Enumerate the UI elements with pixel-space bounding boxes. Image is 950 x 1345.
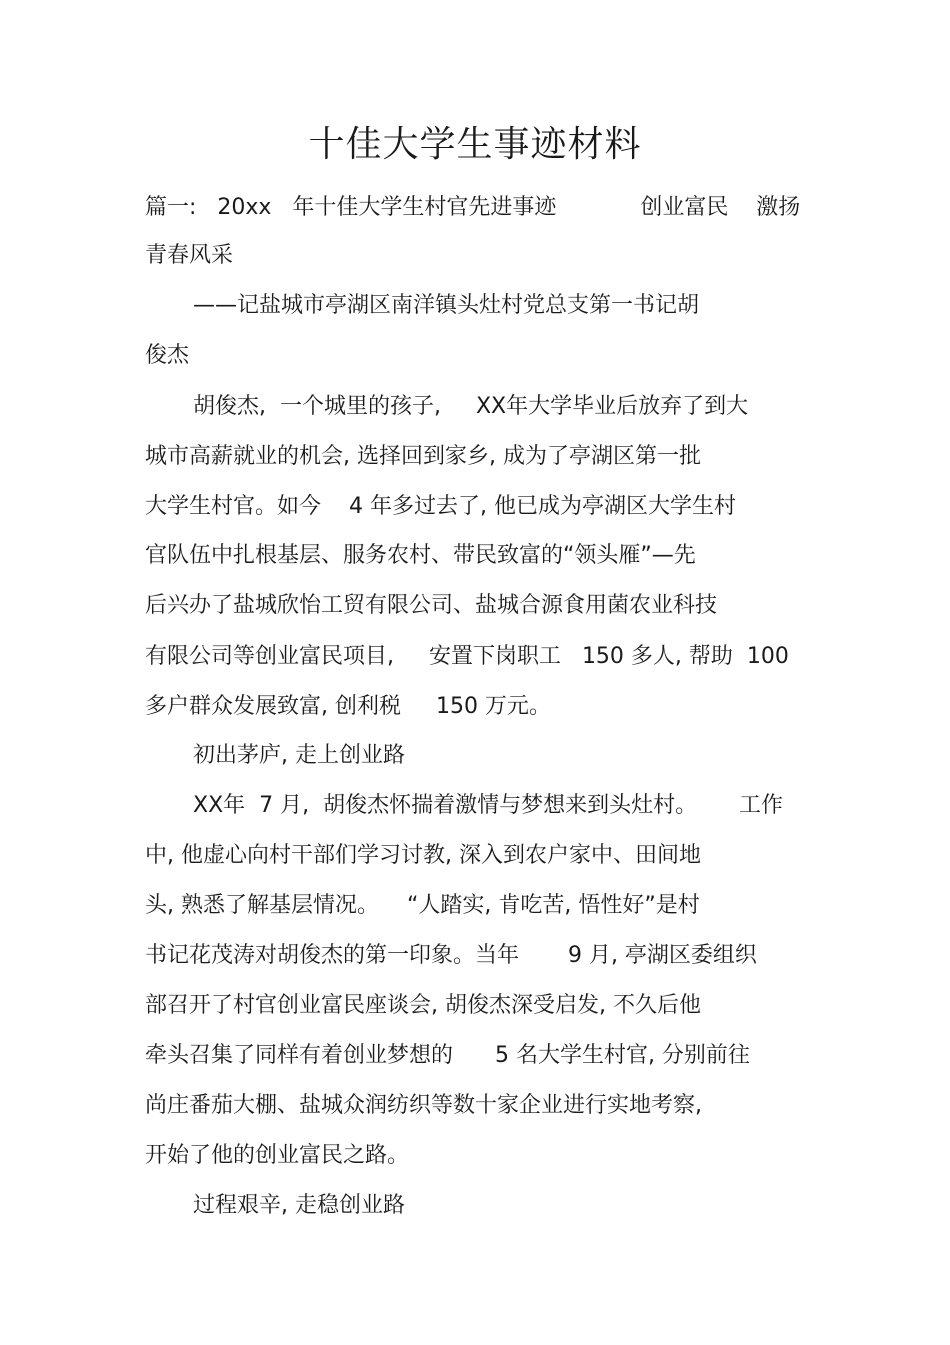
text-line: 部召开了村官创业富民座谈会, 胡俊杰深受启发, 不久后他	[145, 993, 701, 1018]
text-line: 后兴办了盐城欣怡工贸有限公司、盐城合源食用菌农业科技	[145, 593, 718, 618]
text-line: 俊杰	[145, 343, 190, 368]
text-line: 书记花茂涛对胡俊杰的第一印象。当年 9 月, 亭湖区委组织	[145, 943, 757, 968]
text-line: 城市高薪就业的机会, 选择回到家乡, 成为了亭湖区第一批	[145, 444, 701, 469]
text-line: ——记盐城市亭湖区南洋镇头灶村党总支第一书记胡	[193, 293, 700, 318]
text-line: 中, 他虚心向村干部们学习讨教, 深入到农户家中、田间地	[145, 843, 701, 868]
section-heading: 初出茅庐, 走上创业路	[193, 743, 405, 768]
section-heading: 过程艰辛, 走稳创业路	[193, 1193, 405, 1218]
text-line: 青春风采	[145, 243, 234, 268]
text-line: 头, 熟悉了解基层情况。 “人踏实, 肯吃苦, 悟性好”是村	[145, 893, 700, 918]
text-line: 多户群众发展致富, 创利税 150 万元。	[145, 694, 551, 719]
text-line: 官队伍中扎根基层、服务农村、带民致富的“领头雁”—先	[145, 543, 696, 568]
text-line: 开始了他的创业富民之路。	[145, 1143, 410, 1168]
text-line: XX年 7 月, 胡俊杰怀揣着激情与梦想来到头灶村。 工作	[193, 793, 784, 818]
text-line: 胡俊杰, 一个城里的孩子, XX年大学毕业后放弃了到大	[193, 394, 749, 419]
text-line: 牵头召集了同样有着创业梦想的 5 名大学生村官, 分别前往	[145, 1043, 750, 1068]
text-line: 尚庄番茄大棚、盐城众润纺织等数十家企业进行实地考察,	[145, 1093, 702, 1118]
text-line: 篇一: 20xx 年十佳大学生村官先进事迹 创业富民 激扬	[145, 195, 801, 220]
text-line: 大学生村官。如今 4 年多过去了, 他已成为亭湖区大学生村	[145, 494, 736, 519]
document-title: 十佳大学生事迹材料	[308, 124, 642, 165]
text-line: 有限公司等创业富民项目, 安置下岗职工 150 多人, 帮助 100	[145, 644, 789, 669]
